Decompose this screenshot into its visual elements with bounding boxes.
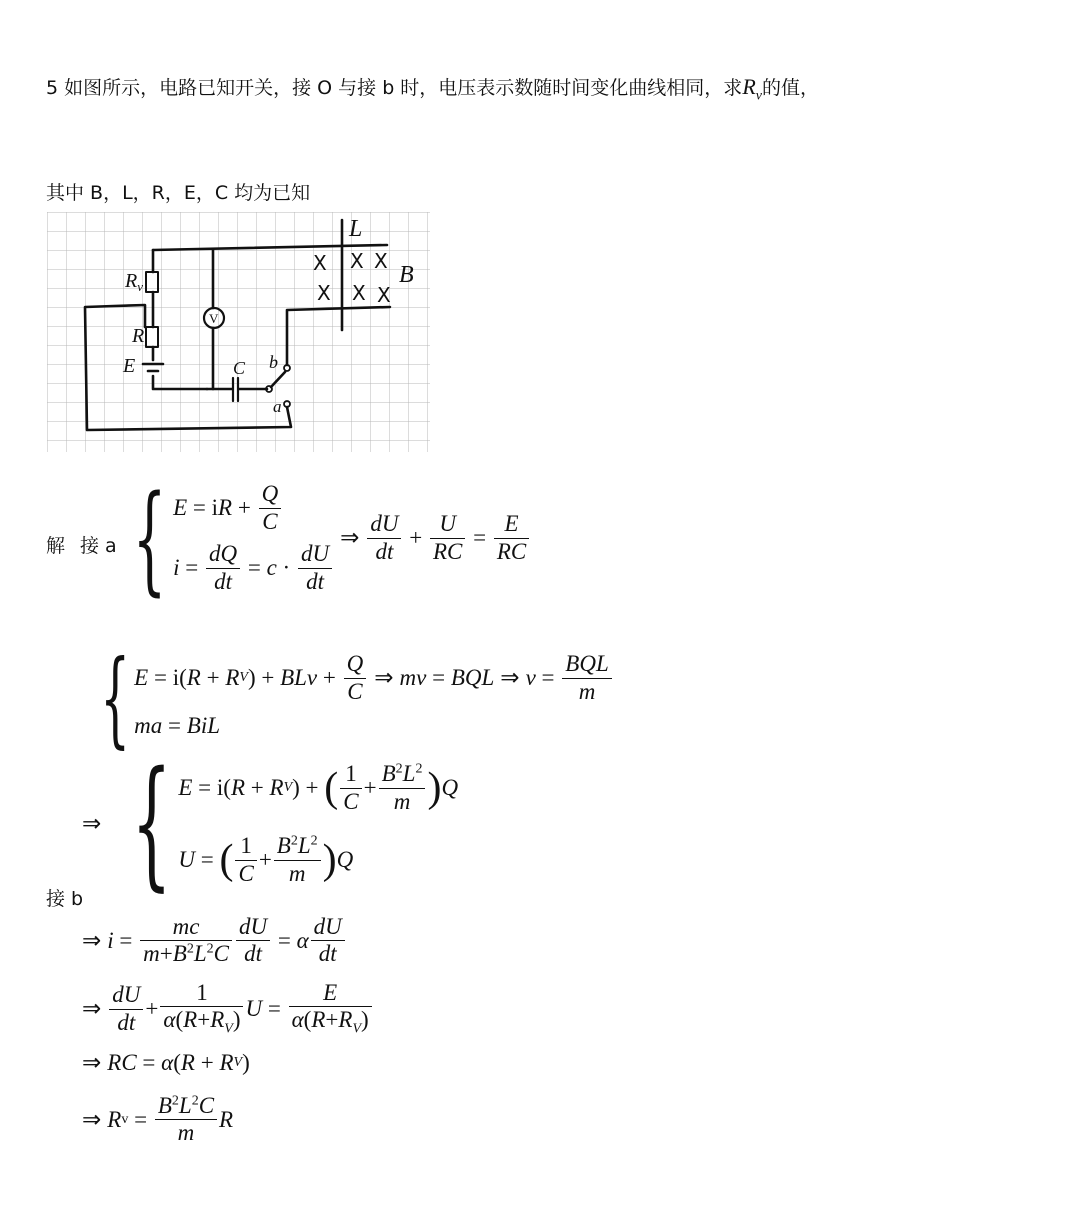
- problem-text-a: 5 如图所示，电路已知开关，接 O 与接 b 时，电压表示数随时间变化曲线相同，求: [46, 77, 743, 99]
- label-v: V: [209, 311, 219, 326]
- label-b-terminal: b: [269, 352, 278, 372]
- label-jie-a: 接 a: [80, 535, 117, 557]
- problem-text-b: 的值，: [761, 77, 819, 99]
- field-x: X: [317, 281, 331, 305]
- label-l: L: [349, 216, 363, 242]
- equation-step-3: ⇒ RC = α ( R + R V ): [82, 1050, 250, 1076]
- field-x: X: [313, 251, 327, 275]
- field-x: X: [377, 283, 391, 307]
- field-x: X: [350, 249, 364, 273]
- equation-step-2: ⇒ $\frac{dU}{dt}$ + $\frac{1}{\alpha(R+R_V)}$ U = $\frac{E}{\alpha(R+R_V)}$: [82, 980, 374, 1038]
- label-e: E: [123, 355, 136, 377]
- equation-block-b1: { E = i( R + R V ) + BLv + $\frac{Q}{C}$ ⇒ mv = BQL ⇒ v = $\frac{\text{BQL}}{m}$ ma = BiL: [82, 646, 614, 750]
- problem-line-1: [46, 73, 819, 104]
- label-r: R: [132, 325, 145, 347]
- label-rv: $R_v$: [125, 270, 143, 294]
- problem-var-rv: $R_v$: [742, 74, 762, 104]
- equation-result: ⇒ R v = $\frac{B^2L^2C}{m}$ R: [82, 1093, 234, 1146]
- circuit-diagram: [47, 212, 430, 452]
- field-x: X: [352, 281, 366, 305]
- problem-line-2: 其中 B，L，R，E，C 均为已知: [46, 182, 311, 204]
- label-a-terminal: a: [273, 397, 282, 416]
- equation-block-a: { E = i R + $\frac{Q}{C}$ i = $\frac{dQ}{dt}$ = c · $\frac{dU}{dt}$ ⇒ $\frac{dU}{dt}$ + $\frac{U}{RC}$ = $\frac{E}{RC}$: [112, 478, 531, 598]
- field-x: X: [374, 249, 388, 273]
- label-b: B: [399, 262, 414, 288]
- equation-block-b2: ⇒ { E = i( R + R V ) + ( $\frac{1}{C}$ + $\frac{B^2L^2}{m}$ ) Q U = ( $\frac{1}{C}$ + $\frac{B^2L^2}{m}$ ) Q: [82, 742, 459, 905]
- label-jie: 解: [46, 535, 66, 557]
- label-jie-b: 接 b: [46, 888, 84, 910]
- equation-step-1: ⇒ i = $\frac{mc}{m+B^2L^2C}$ $\frac{dU}{dt}$ = α $\frac{dU}{dt}$: [82, 914, 347, 968]
- label-c: C: [233, 358, 246, 378]
